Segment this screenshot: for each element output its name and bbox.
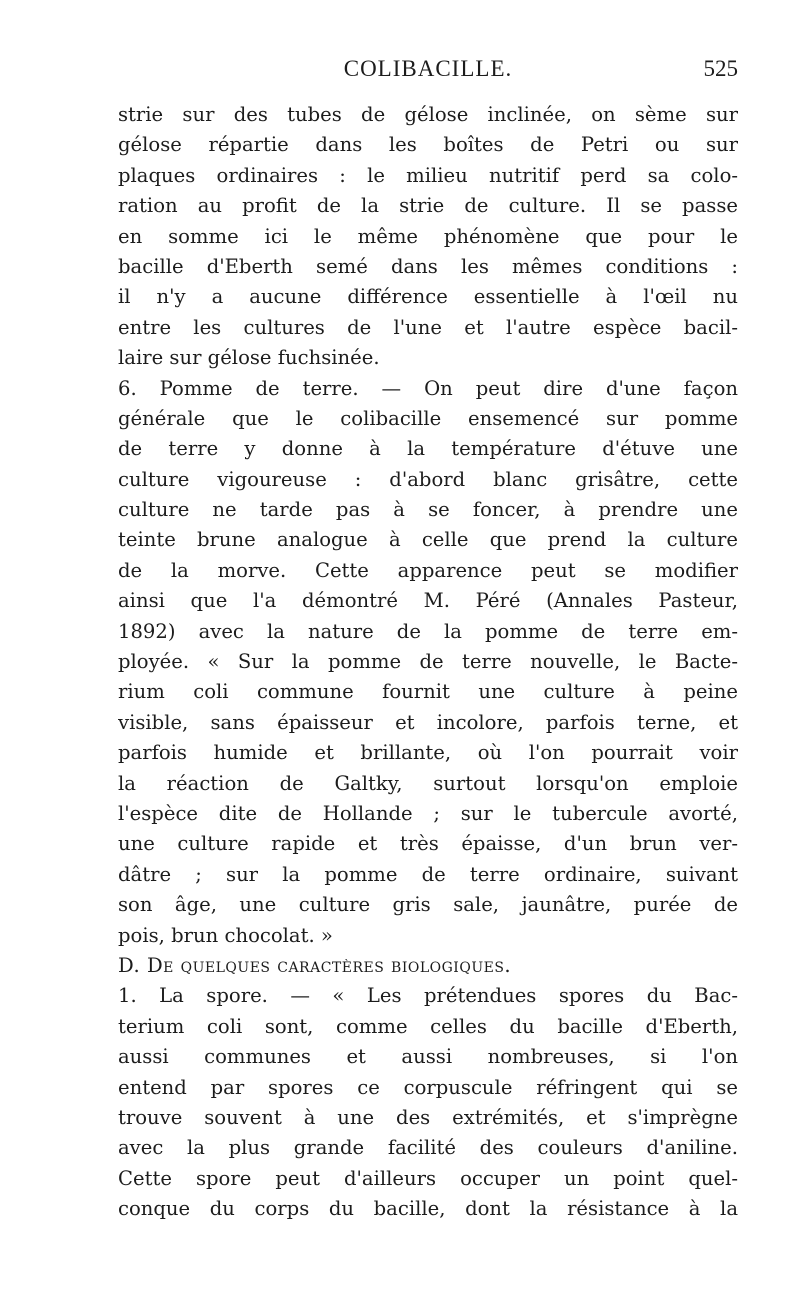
text-line: Cette spore peut d'ailleurs occuper un point quel- [118,1166,738,1190]
body-text [118,100,738,1224]
running-title: COLIBACILLE. [343,56,513,81]
text-line: culture ne tarde pas à se foncer, à prendre une [118,498,738,522]
text-line: en somme ici le même phénomène que pour le [118,224,738,248]
text-line: une culture rapide et très épaisse, d'un brun ver- [118,832,738,856]
text-line: de terre y donne à la température d'étuve une [118,437,738,461]
text-line: strie sur des tubes de gélose inclinée, on sème sur [118,103,738,126]
text-line: ployée. « Sur la pomme de terre nouvelle, le Bacte- [118,650,738,674]
text-line: 1. La spore. — « Les prétendues spores du Bac- [118,984,738,1008]
text-line: 1892) avec la nature de la pomme de terre em- [118,619,738,643]
text-line: aussi communes et aussi nombreuses, si l'on [118,1045,738,1069]
text-line: gélose répartie dans les boîtes de Petri ou sur [118,133,738,157]
text-line: ration au profit de la strie de culture. Il se passe [118,194,738,218]
text-line: teinte brune analogue à celle que prend la culture [118,528,738,552]
text-line: bacille d'Eberth semé dans les mêmes conditions : [118,254,738,278]
text-line: ainsi que l'a démontré M. Péré (Annales Pasteur, [118,589,738,613]
text-line: visible, sans épaisseur et incolore, parfois terne, et [118,710,738,734]
text-line: de la morve. Cette apparence peut se modifier [118,558,738,582]
text-line: plaques ordinaires : le milieu nutritif perd sa colo- [118,163,738,187]
text-line: générale que le colibacille ensemencé sur pomme [118,406,738,430]
text-line: terium coli sont, comme celles du bacille d'Eberth, [118,1014,738,1038]
text-line: pois, brun chocolat. » [118,923,333,947]
text-line: 6. Pomme de terre. — On peut dire d'une façon [118,376,738,400]
text-line: rium coli commune fournit une culture à peine [118,680,738,704]
text-line: trouve souvent à une des extrémités, et s'imprègne [118,1105,738,1129]
text-line: parfois humide et brillante, où l'on pourrait voir [118,741,738,765]
text-line: l'espèce dite de Hollande ; sur le tubercule avorté, [118,801,738,825]
text-line: entre les cultures de l'une et l'autre espèce bacil- [118,315,738,339]
text-line: son âge, une culture gris sale, jaunâtre, purée de [118,893,738,917]
text-line: dâtre ; sur la pomme de terre ordinaire, suivant [118,862,738,886]
page-header [118,52,738,100]
text-line: il n'y a aucune différence essentielle à l'œil nu [118,285,738,309]
book-page [118,52,738,1224]
text-line: laire sur gélose fuchsinée. [118,346,380,370]
page-number: 525 [703,56,738,81]
text-line: avec la plus grande facilité des couleurs d'aniline. [118,1136,738,1160]
text-line: culture vigoureuse : d'abord blanc grisâtre, cette [118,467,738,491]
section-heading: D. De quelques caractères biologiques. [118,953,512,977]
text-line: entend par spores ce corpuscule réfringent qui se [118,1075,738,1099]
text-line: la réaction de Galtky, surtout lorsqu'on emploie [118,771,738,795]
text-line: conque du corps du bacille, dont la résistance à la [118,1197,738,1221]
